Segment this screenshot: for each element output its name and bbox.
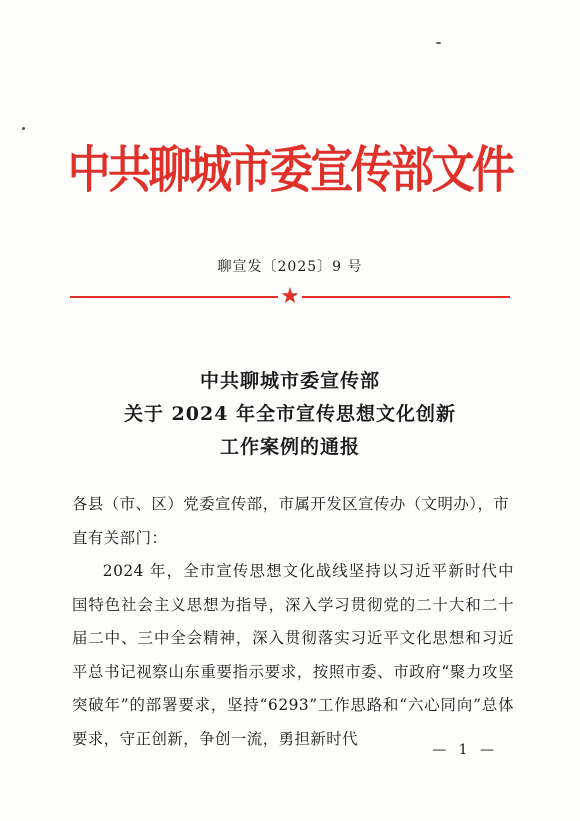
title-line-2: 关于 2024 年全市宣传思想文化创新 [123,403,457,425]
document-body [72,488,514,756]
scan-speck [436,42,441,44]
divider-line-right [302,296,510,298]
red-divider [70,284,510,309]
title-line-1: 中共聊城市委宣传部 [199,370,380,392]
page-number: — 1 — [432,742,498,758]
star-icon: ★ [280,284,300,309]
divider-line-left [70,296,278,298]
issuer-header: 中共聊城市委宣传部文件 [67,140,513,199]
body-paragraph: 2024 年，全市宣传思想文化战线坚持以习近平新时代中国特色社会主义思想为指导，深入学习贯彻党的二十大和二十届二中、三中全会精神，深入贯彻落实习近平文化思想和习近平总书记视察山东重要指示要求，按照市委、市政府“聚力攻坚突破年”的部署要求，坚持“6293”工作思路和“六心同向”总体要求，守正创新，争创一流，勇担新时代 [72,562,514,748]
addressee: 各县（市、区）党委宣传部，市属开发区宣传办（文明办），市直有关部门： [72,495,510,547]
title-line-3: 工作案例的通报 [219,436,360,458]
scan-speck [22,127,25,130]
document-number: 聊宣发〔2025〕9 号 [217,259,363,275]
notice-title [0,365,580,464]
